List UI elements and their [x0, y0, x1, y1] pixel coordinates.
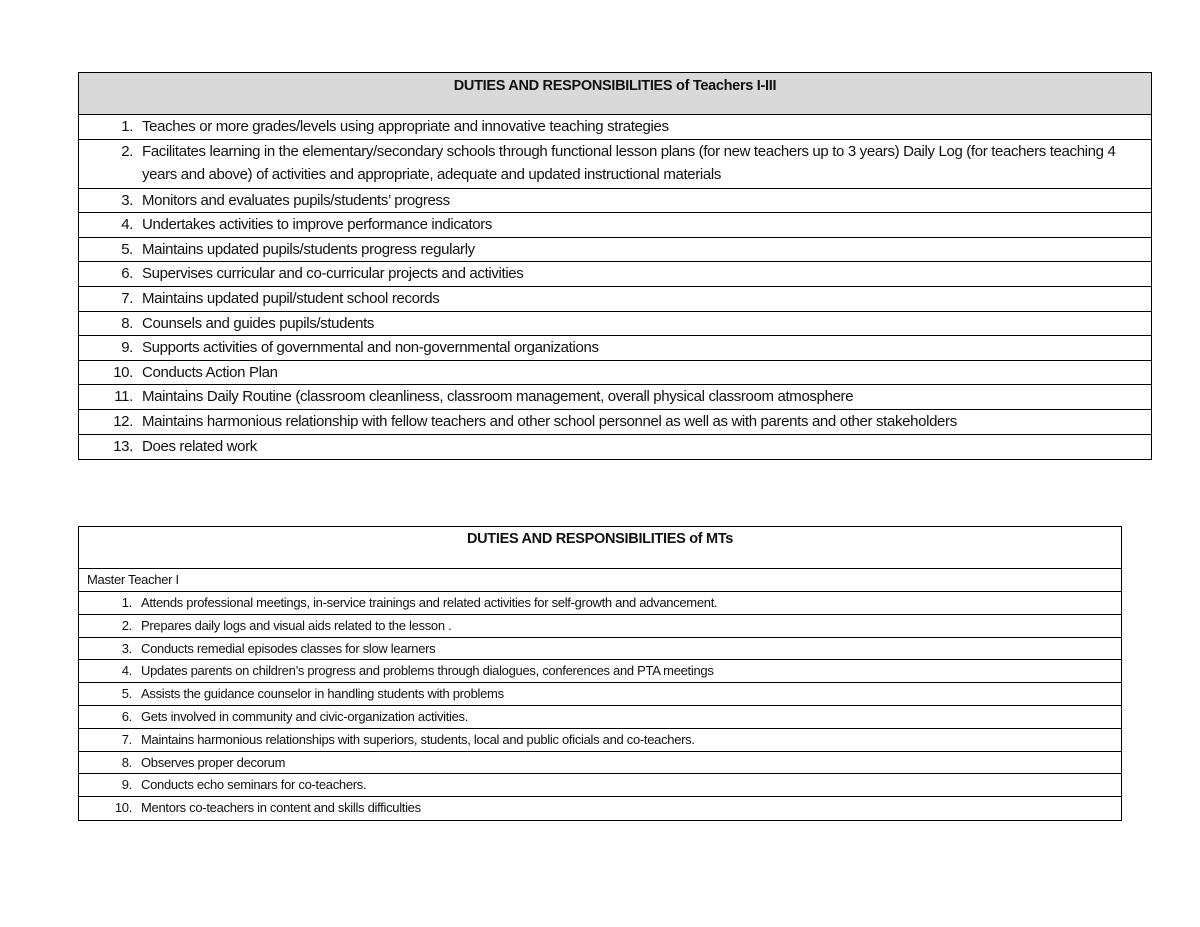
item-number: 5. [121, 686, 132, 702]
item-text: Observes proper decorum [141, 754, 286, 770]
item-text: Attends professional meetings, in-service trainings and related activities for self-growth and advancement. [141, 595, 718, 610]
item-text: Conducts remedial episodes classes for slow learners [141, 640, 436, 656]
item-text: Undertakes activities to improve performance indicators [142, 216, 493, 234]
table-row [79, 660, 1121, 683]
item-text: Counsels and guides pupils/students [142, 314, 375, 332]
table-row [79, 385, 1151, 410]
table-row [79, 729, 1121, 752]
table-row [79, 262, 1151, 287]
item-text: Monitors and evaluates pupils/students’ progress [142, 191, 450, 209]
item-number: 8. [121, 314, 133, 332]
item-text: Supervises curricular and co-curricular projects and activities [142, 265, 524, 283]
teachers-table-body [79, 115, 1151, 459]
table-row [79, 287, 1151, 312]
table-row [79, 336, 1151, 361]
item-number: 4. [121, 663, 132, 679]
item-number: 2. [121, 617, 132, 633]
teachers-table-title: DUTIES AND RESPONSIBILITIES of Teachers I-III [79, 73, 1151, 115]
item-number: 10. [113, 363, 133, 381]
item-number: 3. [121, 640, 132, 656]
table-row [79, 140, 1151, 189]
table-row [79, 238, 1151, 263]
item-text: Gets involved in community and civic-organization activities. [141, 708, 469, 724]
item-number: 6. [121, 265, 133, 283]
table-row [79, 774, 1121, 797]
item-number: 13. [113, 437, 133, 455]
item-number: 3. [121, 191, 133, 209]
item-text: Supports activities of governmental and non-governmental organizations [142, 339, 599, 357]
item-text: Conducts Action Plan [142, 363, 278, 381]
item-number: 9. [121, 339, 133, 357]
item-number: 1. [121, 595, 132, 610]
item-number: 2. [121, 142, 133, 160]
item-text: Maintains harmonious relationship with fellow teachers and other school personnel as well as with parents and other stakeholders [142, 412, 957, 430]
table-row [79, 361, 1151, 386]
item-number: 8. [121, 754, 132, 770]
item-number: 4. [121, 216, 133, 234]
table-row [79, 189, 1151, 214]
item-text: Assists the guidance counselor in handling students with problems [141, 686, 504, 702]
table-row [79, 592, 1121, 615]
item-number: 12. [113, 412, 133, 430]
mt-duties-table [78, 526, 1122, 821]
item-text: Mentors co-teachers in content and skills difficulties [141, 800, 421, 816]
item-number: 5. [121, 240, 133, 258]
table-row [79, 115, 1151, 140]
item-number: 7. [121, 289, 133, 307]
item-number: 11. [114, 388, 133, 406]
item-text: Maintains harmonious relationships with superiors, students, local and public oficials and co-teachers. [141, 731, 695, 747]
mt-table-title: DUTIES AND RESPONSIBILITIES of MTs [79, 527, 1121, 569]
item-number: 9. [121, 777, 132, 793]
table-row [79, 706, 1121, 729]
item-text: Maintains Daily Routine (classroom cleanliness, classroom management, overall physical classroom atmosphere [142, 388, 854, 406]
table-row [79, 752, 1121, 775]
table-row [79, 435, 1151, 460]
mt-level-subheading: Master Teacher I [79, 569, 1121, 592]
item-text: Facilitates learning in the elementary/secondary schools through functional lesson plans (for new teachers up to 3 years) Daily Log (for teachers teaching 4 years and above) of activities and appropriate, adequate and updated instructional materials [142, 142, 1116, 183]
table-row [79, 683, 1121, 706]
table-row [79, 312, 1151, 337]
item-text: Prepares daily logs and visual aids related to the lesson . [141, 617, 452, 633]
item-number: 7. [121, 731, 132, 747]
table-row [79, 410, 1151, 435]
table-row [79, 797, 1121, 820]
table-row [79, 213, 1151, 238]
teachers-duties-table [78, 72, 1152, 460]
table-row [79, 615, 1121, 638]
item-text: Does related work [142, 437, 257, 455]
item-text: Conducts echo seminars for co-teachers. [141, 777, 367, 793]
item-text: Maintains updated pupil/student school records [142, 289, 440, 307]
table-row [79, 638, 1121, 661]
item-text: Maintains updated pupils/students progress regularly [142, 240, 475, 258]
item-text: Teaches or more grades/levels using appropriate and innovative teaching strategies [142, 118, 669, 135]
item-number: 1. [121, 118, 133, 135]
item-number: 6. [121, 708, 132, 724]
item-text: Updates parents on children’s progress and problems through dialogues, conferences and PTA meetings [141, 663, 714, 679]
item-number: 10. [114, 800, 132, 816]
mt-table-body [79, 592, 1121, 820]
